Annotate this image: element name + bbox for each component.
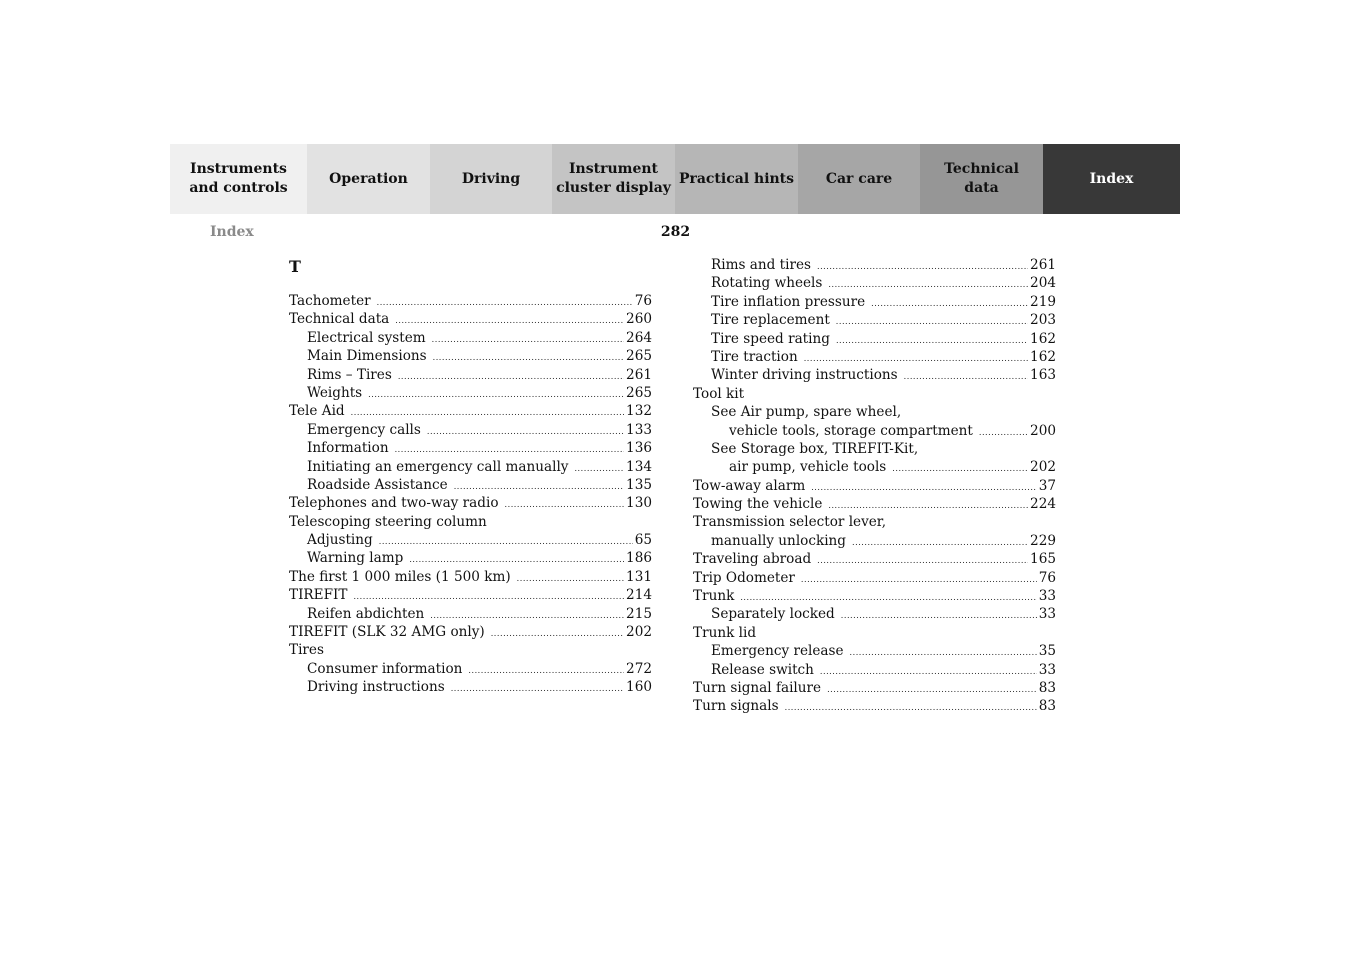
dot-leader <box>432 329 624 349</box>
dot-leader <box>828 274 1028 294</box>
index-entry-page[interactable]: 163 <box>1030 367 1056 384</box>
index-entry[interactable] <box>693 366 1056 384</box>
index-entry-page[interactable]: 264 <box>626 329 652 346</box>
index-entry[interactable] <box>693 697 1056 715</box>
index-entry-page[interactable]: 76 <box>634 293 652 309</box>
index-entry-page[interactable]: 215 <box>626 605 652 622</box>
index-entry-page[interactable]: 202 <box>1030 459 1056 476</box>
index-entry-term: vehicle tools, storage compartment <box>729 422 973 439</box>
index-entry-term: Tire speed rating <box>711 330 830 347</box>
tab-operation[interactable]: Operation <box>307 144 430 214</box>
index-entry-term: Weights <box>307 384 363 401</box>
index-entry-page[interactable]: 186 <box>626 550 652 567</box>
index-entry-term: Electrical system <box>307 329 426 346</box>
index-entry[interactable] <box>693 458 1056 476</box>
index-entry-term: Consumer information <box>307 660 463 677</box>
index-entry-term: Tow-away alarm <box>693 477 806 494</box>
index-entry[interactable] <box>289 568 652 586</box>
index-entry[interactable] <box>289 439 652 457</box>
index-entry-page[interactable]: 200 <box>1030 422 1056 439</box>
index-entry-term: Telescoping steering column <box>289 513 487 530</box>
index-entry-term: See Air pump, spare wheel, <box>711 404 902 421</box>
index-entry-term: Emergency release <box>711 643 844 660</box>
index-entry-page[interactable]: 160 <box>626 679 652 696</box>
dot-leader <box>368 384 624 404</box>
index-entry-page[interactable]: 37 <box>1038 477 1056 494</box>
index-entry[interactable] <box>289 660 652 678</box>
index-entry-term: Turn signals <box>693 698 779 715</box>
dot-leader <box>505 494 625 514</box>
index-entry-page[interactable]: 219 <box>1030 293 1056 310</box>
index-entry-term: Transmission selector lever, <box>693 514 887 531</box>
index-entry-term: Tire inflation pressure <box>711 293 866 310</box>
index-entry-page[interactable]: 204 <box>1030 275 1056 292</box>
index-entry-term: Rims and tires <box>711 257 811 273</box>
index-entry-term: The first 1 000 miles (1 500 km) <box>289 568 511 585</box>
index-entry-term: Tires <box>289 642 324 659</box>
index-entry-term: Driving instructions <box>307 679 445 696</box>
index-entry-term: Main Dimensions <box>307 348 427 365</box>
index-entry-term: Reifen abdichten <box>307 605 425 622</box>
index-entry[interactable] <box>289 678 652 696</box>
index-entry[interactable] <box>693 256 1056 274</box>
dot-leader <box>433 347 624 367</box>
index-entry[interactable] <box>289 402 652 420</box>
index-column-right <box>693 256 1056 716</box>
index-entry-page[interactable]: 134 <box>626 458 652 475</box>
index-entry-page[interactable]: 83 <box>1038 679 1056 696</box>
dot-leader <box>740 587 1036 607</box>
index-entry[interactable] <box>693 550 1056 568</box>
index-entry[interactable] <box>289 623 652 641</box>
index-entry[interactable] <box>693 440 1056 458</box>
dot-leader <box>398 366 624 386</box>
index-entry-page[interactable]: 261 <box>626 366 652 383</box>
index-entry-term: Tool kit <box>693 385 745 402</box>
index-entry[interactable] <box>289 494 652 512</box>
index-entry-term: Adjusting <box>307 532 373 549</box>
dot-leader <box>804 348 1028 368</box>
index-entry-term: Rotating wheels <box>711 275 823 292</box>
index-entry-term: Technical data <box>289 311 390 328</box>
tab-technical-data[interactable]: Technical data <box>920 144 1043 214</box>
dot-leader <box>817 256 1028 276</box>
dot-leader <box>836 330 1028 350</box>
tab-practical-hints[interactable]: Practical hints <box>675 144 798 214</box>
index-entry[interactable] <box>289 476 652 494</box>
index-entry-term: Trunk lid <box>693 624 757 641</box>
dot-leader <box>892 458 1028 478</box>
index-entry[interactable] <box>693 495 1056 513</box>
index-entry[interactable] <box>693 569 1056 587</box>
index-entry[interactable] <box>693 624 1056 642</box>
dot-leader <box>517 568 624 588</box>
index-entry-term: See Storage box, TIREFIT-Kit, <box>711 440 919 457</box>
dot-leader <box>827 679 1037 699</box>
index-entry-page[interactable]: 136 <box>626 440 652 457</box>
index-entry-page[interactable]: 162 <box>1030 348 1056 365</box>
index-entry-term: Release switch <box>711 661 814 678</box>
index-entry-page[interactable]: 65 <box>634 532 652 549</box>
index-entry[interactable] <box>289 531 652 549</box>
dot-leader <box>841 605 1037 625</box>
index-entry[interactable] <box>289 366 652 384</box>
index-entry-page[interactable]: 202 <box>626 624 652 641</box>
index-entry-term: manually unlocking <box>711 532 847 549</box>
index-entry-page[interactable]: 132 <box>626 403 652 420</box>
index-entry[interactable] <box>289 421 652 439</box>
index-entry-page[interactable]: 265 <box>626 348 652 365</box>
section-label: Index <box>210 224 254 240</box>
index-entry-term: Rims – Tires <box>307 366 392 383</box>
index-entry-page[interactable]: 33 <box>1038 661 1056 678</box>
index-entry[interactable] <box>693 661 1056 679</box>
index-entry-term: Telephones and two-way radio <box>289 495 499 512</box>
dot-leader <box>491 623 624 643</box>
index-entry-page[interactable]: 35 <box>1038 643 1056 660</box>
index-entry-term: Roadside Assistance <box>307 476 448 493</box>
dot-leader <box>395 310 624 330</box>
index-entry[interactable] <box>289 605 652 623</box>
index-entry-term: Traveling abroad <box>693 551 812 568</box>
index-entry[interactable] <box>693 605 1056 623</box>
tab-car-care[interactable]: Car care <box>798 144 920 214</box>
index-entry[interactable] <box>693 532 1056 550</box>
dot-leader <box>379 531 633 551</box>
index-entry[interactable] <box>289 347 652 365</box>
dot-leader <box>811 477 1036 497</box>
dot-leader <box>574 458 624 478</box>
index-entry[interactable] <box>693 477 1056 495</box>
dot-leader <box>871 293 1028 313</box>
dot-leader <box>904 366 1028 386</box>
index-entry-page[interactable]: 229 <box>1030 532 1056 549</box>
index-entry-page[interactable]: 214 <box>626 587 652 604</box>
index-entry-page[interactable]: 260 <box>626 311 652 328</box>
index-entry-term: Trip Odometer <box>693 569 795 586</box>
index-entry-page[interactable]: 133 <box>626 421 652 438</box>
dot-leader <box>454 476 624 496</box>
dot-leader <box>852 532 1028 552</box>
index-entry-page[interactable]: 83 <box>1038 698 1056 715</box>
index-entry-term: Separately locked <box>711 606 835 623</box>
dot-leader <box>427 421 624 441</box>
index-entry[interactable] <box>289 329 652 347</box>
index-entry[interactable] <box>289 513 652 531</box>
index-entry-term: Emergency calls <box>307 421 421 438</box>
dot-leader <box>850 642 1037 662</box>
index-entry-page[interactable]: 272 <box>626 660 652 677</box>
index-column-left <box>289 256 652 697</box>
tab-instruments-and-controls[interactable]: Instruments and controls <box>170 144 307 214</box>
index-entry[interactable] <box>693 348 1056 366</box>
index-entry-page[interactable]: 33 <box>1038 606 1056 623</box>
index-entry-term: Tire traction <box>711 348 798 365</box>
dot-leader <box>409 549 624 569</box>
index-entry-term: Information <box>307 440 389 457</box>
index-entry-page[interactable]: 135 <box>626 476 652 493</box>
index-entry-term: TIREFIT <box>289 587 348 604</box>
index-entry[interactable] <box>289 458 652 476</box>
index-entry-term: Tire replacement <box>711 312 830 329</box>
index-entry-term: Turn signal failure <box>693 679 822 696</box>
index-entry[interactable] <box>693 293 1056 311</box>
index-entry[interactable] <box>289 292 652 310</box>
index-entry[interactable] <box>289 641 652 659</box>
index-entry[interactable] <box>693 330 1056 348</box>
index-entry[interactable] <box>693 642 1056 660</box>
dot-leader <box>451 678 624 698</box>
index-entry[interactable] <box>289 310 652 328</box>
dot-leader <box>828 495 1028 515</box>
index-entry-page[interactable]: 224 <box>1030 496 1056 513</box>
index-entry-term: Winter driving instructions <box>711 367 898 384</box>
index-entry-term: TIREFIT (SLK 32 AMG only) <box>289 624 485 641</box>
index-entry-term: Tachometer <box>289 293 371 309</box>
index-entry-page[interactable]: 76 <box>1038 569 1056 586</box>
index-entry[interactable] <box>289 384 652 402</box>
index-entry-page[interactable]: 33 <box>1038 588 1056 605</box>
dot-leader <box>836 311 1028 331</box>
index-entry[interactable] <box>693 422 1056 440</box>
index-entry-page[interactable]: 265 <box>626 384 652 401</box>
dot-leader <box>353 586 624 606</box>
index-entry[interactable] <box>693 679 1056 697</box>
index-entry-page[interactable]: 130 <box>626 495 652 512</box>
index-entry-page[interactable]: 203 <box>1030 312 1056 329</box>
index-entry[interactable] <box>693 274 1056 292</box>
index-entry[interactable] <box>693 403 1056 421</box>
index-entry-term: Tele Aid <box>289 403 345 420</box>
index-entry[interactable] <box>693 513 1056 531</box>
dot-leader <box>785 697 1037 717</box>
dot-leader <box>377 292 633 312</box>
index-entry[interactable] <box>693 311 1056 329</box>
dot-leader <box>801 569 1037 589</box>
index-entry[interactable] <box>289 549 652 567</box>
dot-leader <box>979 422 1028 442</box>
index-entry-page[interactable]: 165 <box>1030 551 1056 568</box>
index-entry[interactable] <box>693 587 1056 605</box>
dot-leader <box>468 660 624 680</box>
tab-driving[interactable]: Driving <box>430 144 552 214</box>
index-entry-term: Towing the vehicle <box>693 496 823 513</box>
dot-leader <box>430 605 624 625</box>
index-entry-page[interactable]: 261 <box>1030 257 1056 273</box>
tab-index[interactable]: Index <box>1043 144 1180 214</box>
chapter-tabs <box>170 144 1180 214</box>
dot-leader <box>820 661 1037 681</box>
index-entry-term: air pump, vehicle tools <box>729 459 887 476</box>
index-entry-page[interactable]: 131 <box>626 568 652 585</box>
dot-leader <box>351 402 624 422</box>
index-entry-term: Warning lamp <box>307 550 404 567</box>
page-number: 282 <box>660 224 691 240</box>
tab-instrument-cluster-display[interactable]: Instrument cluster display <box>552 144 675 214</box>
dot-leader <box>395 439 624 459</box>
index-entry-term: Initiating an emergency call manually <box>307 458 569 475</box>
index-entry-term: Trunk <box>693 588 735 605</box>
index-entry-page[interactable]: 162 <box>1030 330 1056 347</box>
index-letter-heading: T <box>289 257 301 276</box>
index-entry[interactable] <box>289 586 652 604</box>
index-entry[interactable] <box>693 385 1056 403</box>
dot-leader <box>817 550 1028 570</box>
